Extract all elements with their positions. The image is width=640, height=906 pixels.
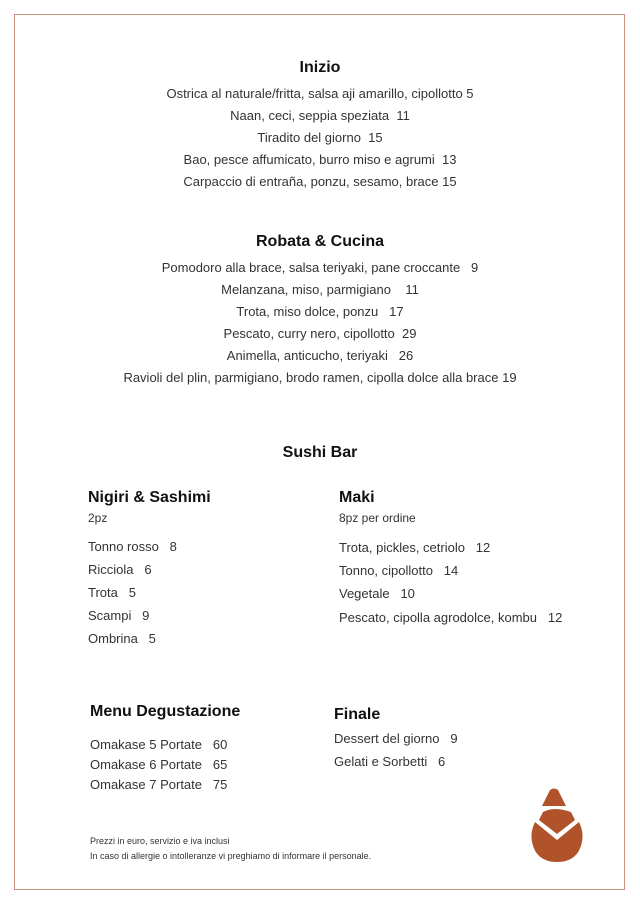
menu-item: Ostrica al naturale/fritta, salsa aji amarillo, cipollotto 5 bbox=[166, 86, 474, 101]
subsection-title-nigiri: Nigiri & Sashimi bbox=[88, 489, 211, 506]
section-title-degustazione: Menu Degustazione bbox=[90, 703, 241, 720]
menu-item: Omakase 7 Portate 75 bbox=[90, 777, 228, 792]
menu-item: Omakase 5 Portate 60 bbox=[90, 737, 228, 752]
subsection-note: 8pz per ordine bbox=[339, 511, 416, 525]
menu-item: Vegetale 10 bbox=[339, 586, 415, 601]
footer-prices-note: Prezzi in euro, servizio e iva inclusi bbox=[90, 836, 230, 846]
menu-item: Trota 5 bbox=[88, 585, 136, 600]
section-title-inizio: Inizio bbox=[299, 59, 341, 76]
menu-item: Animella, anticucho, teriyaki 26 bbox=[226, 348, 414, 363]
section-title-robata: Robata & Cucina bbox=[255, 233, 384, 250]
menu-item: Tonno, cipollotto 14 bbox=[339, 563, 459, 578]
menu-item: Scampi 9 bbox=[88, 608, 150, 623]
section-title-sushi: Sushi Bar bbox=[282, 444, 358, 461]
menu-item: Naan, ceci, seppia speziata 11 bbox=[230, 108, 410, 123]
logo-icon bbox=[530, 788, 584, 864]
menu-item: Ravioli del plin, parmigiano, brodo ramen, cipolla dolce alla brace 19 bbox=[123, 370, 517, 385]
menu-item: Trota, miso dolce, ponzu 17 bbox=[236, 304, 404, 319]
menu-item: Gelati e Sorbetti 6 bbox=[334, 754, 446, 769]
footer-allergy-note: In caso di allergie o intolleranze vi preghiamo di informare il personale. bbox=[90, 851, 372, 861]
section-title-finale: Finale bbox=[334, 706, 381, 723]
menu-item: Trota, pickles, cetriolo 12 bbox=[339, 540, 491, 555]
menu-item: Melanzana, miso, parmigiano 11 bbox=[221, 282, 419, 297]
menu-item: Tiradito del giorno 15 bbox=[257, 130, 383, 145]
menu-item: Dessert del giorno 9 bbox=[334, 731, 458, 746]
subsection-title-maki: Maki bbox=[339, 489, 375, 506]
menu-item: Pescato, cipolla agrodolce, kombu 12 bbox=[339, 610, 563, 625]
menu-item: Ricciola 6 bbox=[88, 562, 152, 577]
menu-item: Tonno rosso 8 bbox=[88, 539, 177, 554]
menu-item: Carpaccio di entraña, ponzu, sesamo, brace 15 bbox=[183, 174, 457, 189]
menu-item: Bao, pesce affumicato, burro miso e agrumi 13 bbox=[183, 152, 457, 167]
menu-item: Pomodoro alla brace, salsa teriyaki, pane croccante 9 bbox=[161, 260, 479, 275]
subsection-note: 2pz bbox=[88, 511, 108, 525]
menu-item: Omakase 6 Portate 65 bbox=[90, 757, 228, 772]
menu-item: Ombrina 5 bbox=[88, 631, 156, 646]
menu-item: Pescato, curry nero, cipollotto 29 bbox=[223, 326, 417, 341]
